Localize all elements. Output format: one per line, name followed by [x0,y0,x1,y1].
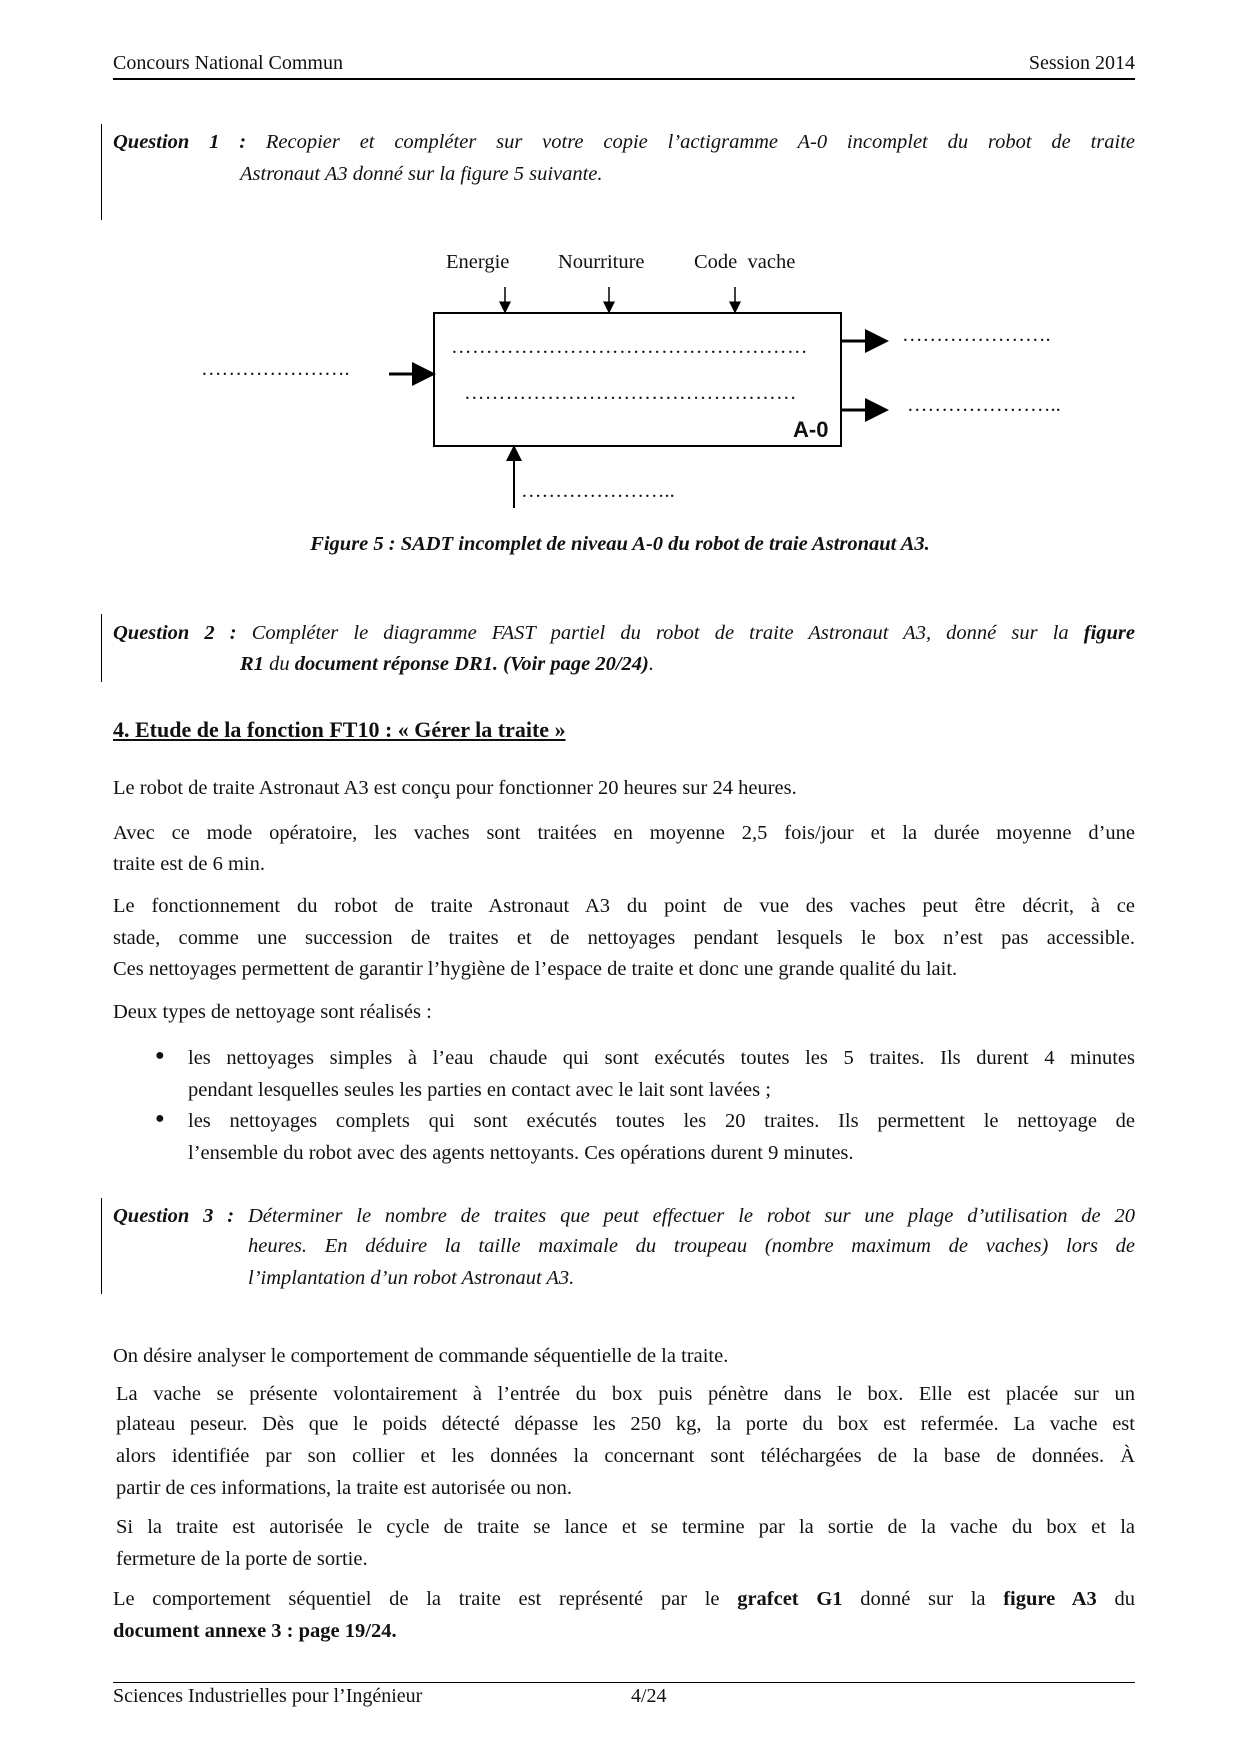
paragraph-line [113,892,1135,920]
function-dots-2: ………………………………………… [464,382,797,404]
paragraph-line [113,1585,1135,1613]
bullet-icon: ● [155,1047,165,1064]
text: Déterminer le nombre de traites que peut effectuer le robot sur une plage d’utilisation de 20 [247,1205,1135,1227]
paragraph-line [116,1513,1135,1541]
text: 4. Etude de la fonction FT10 : « Gérer la traite » [113,717,566,742]
text: du [263,653,295,675]
paragraph-line [113,850,1135,878]
text: Deux types de nettoyage sont réalisés : [113,1001,432,1023]
paragraph-line [113,998,1135,1026]
function-dots-1: …………………………………………… [451,336,808,358]
bold-text: Question 3 : [113,1205,248,1227]
text: les nettoyages simples à l’eau chaude qui sont exécutés toutes les 5 traites. Ils durent 4 minutes [188,1047,1135,1069]
text: Le comportement séquentiel de la traite est représenté par le [113,1588,738,1610]
bullet-item-line [188,1139,1135,1167]
question-2-bar [101,614,102,682]
mechanism-dots: ………………….. [521,480,675,502]
text: fermeture de la porte de sortie. [116,1548,368,1570]
bullet-icon: ● [155,1110,165,1127]
paragraph-line [113,819,1135,847]
question-line [113,1202,1135,1230]
paragraph-line [116,1380,1135,1408]
question-line [248,1232,1135,1260]
text: Astronaut A3 donné sur la figure 5 suivante. [240,163,603,185]
input-dots: …………………. [201,358,350,380]
function-box [434,313,841,446]
bold-text: R1 [240,653,264,675]
question-3-bar [101,1198,102,1294]
footer-left: Sciences Industrielles pour l’Ingénieur [113,1685,423,1707]
text: traite est de 6 min. [113,853,265,875]
text: alors identifiée par son collier et les données la concernant sont téléchargées de la base de données. À [116,1445,1135,1467]
control-label-nourriture: Nourriture [558,251,645,273]
bold-text: Question 1 : [113,131,266,153]
question-line [240,650,1135,678]
paragraph-line [116,1442,1135,1470]
text: du [1096,1588,1135,1610]
paragraph-line [116,1545,1135,1573]
bold-text: document réponse DR1. (Voir page 20/24) [294,653,649,675]
question-line [248,1264,1135,1292]
text: La vache se présente volontairement à l’entrée du box puis pénètre dans le box. Elle est placée sur un [116,1383,1135,1405]
paragraph-line [113,924,1135,952]
figure-caption: Figure 5 : SADT incomplet de niveau A-0 du robot de traie Astronaut A3. [310,533,930,555]
paragraph-line [113,1342,1135,1370]
paragraph-line [116,1410,1135,1438]
text: donné sur la [842,1588,1004,1610]
text: Compléter le diagramme FAST partiel du robot de traite Astronaut A3, donné sur la [251,622,1084,644]
text: Recopier et compléter sur votre copie l’actigramme A-0 incomplet du robot de traite [265,131,1135,153]
text: pendant lesquelles seules les parties en contact avec le lait sont lavées ; [188,1079,771,1101]
text: l’ensemble du robot avec des agents nettoyants. Ces opérations durent 9 minutes. [188,1142,854,1164]
control-label-code-vache: Code vache [694,251,796,273]
header-left: Concours National Commun [113,52,343,74]
text: Le fonctionnement du robot de traite Astronaut A3 du point de vue des vaches peut être décrit, à ce [113,895,1135,917]
bullet-item-line [188,1076,1135,1104]
text: heures. En déduire la taille maximale du troupeau (nombre maximum de vaches) lors de [248,1235,1135,1257]
text: Ces nettoyages permettent de garantir l’hygiène de l’espace de traite et donc une grande qualité du lait. [113,958,958,980]
text: stade, comme une succession de traites et de nettoyages pendant lesquels le box n’est pas accessible. [113,927,1135,949]
question-line [113,619,1135,647]
bullet-item-line [188,1044,1135,1072]
text: On désire analyser le comportement de commande séquentielle de la traite. [113,1345,729,1367]
text: les nettoyages complets qui sont exécutés toutes les 20 traites. Ils permettent le nettoyage de [188,1110,1135,1132]
bold-text: figure A3 [1003,1588,1097,1610]
bullet-item-line [188,1107,1135,1135]
footer-page: 4/24 [631,1685,667,1707]
paragraph-line [113,1617,1135,1645]
bold-text: grafcet G1 [737,1588,843,1610]
box-label: A-0 [793,417,829,442]
paragraph-line [113,774,1135,802]
paragraph-line [113,955,1135,983]
text: Si la traite est autorisée le cycle de traite se lance et se termine par la sortie de la vache du box et la [116,1516,1135,1538]
output-dots-2: ………………….. [907,394,1061,416]
text: partir de ces informations, la traite est autorisée ou non. [116,1477,572,1499]
bold-text: document annexe 3 : page 19/24. [113,1620,397,1642]
text: Avec ce mode opératoire, les vaches sont traitées en moyenne 2,5 fois/jour et la durée moyenne d’une [113,822,1135,844]
paragraph-line [116,1474,1135,1502]
text: . [648,653,655,675]
sadt-arrows [0,0,1240,560]
output-dots-1: …………………. [902,324,1051,346]
bold-text: figure [1083,622,1135,644]
bold-text: Question 2 : [113,622,252,644]
text: Le robot de traite Astronaut A3 est conçu pour fonctionner 20 heures sur 24 heures. [113,777,797,799]
footer-rule [113,1682,1135,1683]
section-heading [113,716,1135,744]
text: plateau peseur. Dès que le poids détecté dépasse les 250 kg, la porte du box est refermée. La vache est [116,1413,1135,1435]
header-right: Session 2014 [1028,52,1135,74]
text: l’implantation d’un robot Astronaut A3. [248,1267,575,1289]
control-label-energie: Energie [446,251,510,273]
